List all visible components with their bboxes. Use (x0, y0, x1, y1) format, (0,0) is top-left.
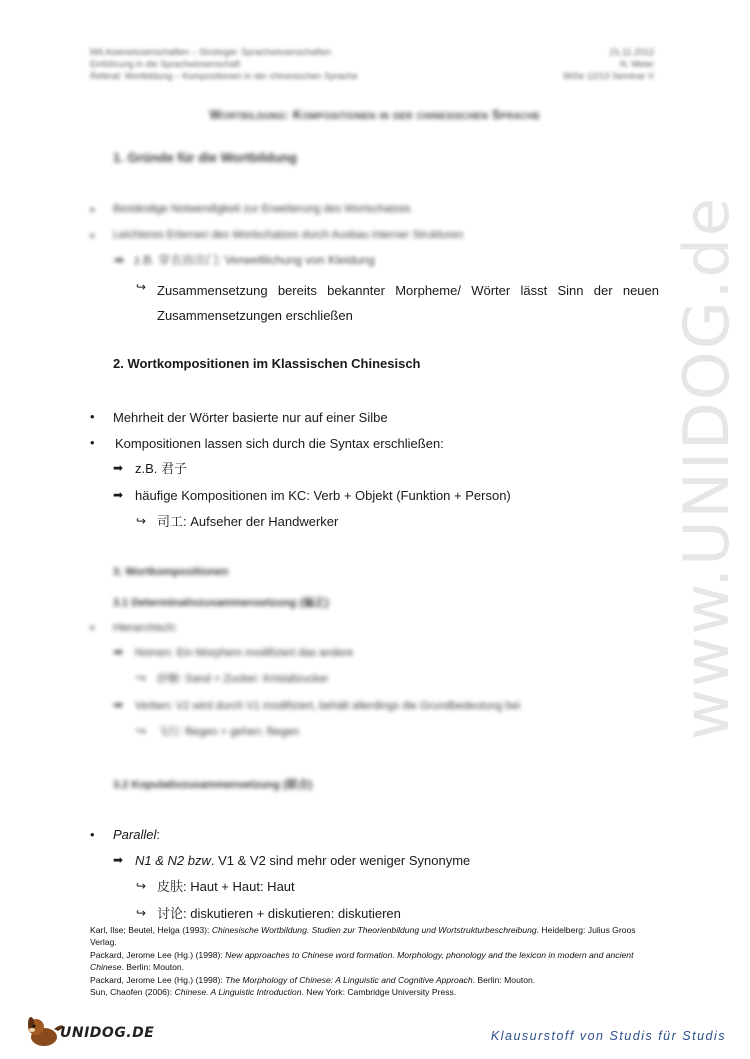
page-header-right (494, 46, 654, 82)
footer-tagline: Klausurstoff von Studis für Studis (490, 1029, 726, 1043)
bullet-icon: • (90, 228, 95, 243)
bullet-icon: • (90, 827, 95, 842)
parallel-label: Parallel (113, 827, 157, 842)
section-3-heading: 3. Wortkompositionen (113, 566, 229, 578)
parallel-bullet (113, 826, 160, 844)
page-header-left (90, 46, 470, 82)
arrow-icon: ➡ (113, 645, 124, 659)
hook-arrow-icon: ↪ (136, 906, 147, 920)
bullet-icon: • (90, 620, 95, 635)
arrow-icon: ➡ (113, 853, 124, 867)
section-1-example: z.B. 穿衣而出门: Verweltlichung von Kleidung (134, 253, 375, 267)
parallel-arrow-italic: N1 & N2 bzw (135, 853, 211, 868)
arrow-icon: ➡ (113, 488, 124, 502)
section-3-1-heading: 3.1 Determinativzusammensetzung (偏正) (113, 597, 329, 609)
section-1-bullet: Beständige Notwendigkeit zur Erweiterung des Wortschatzes (113, 203, 411, 215)
section-3-arrow: Verben: V2 wird durch V1 modifiziert, behält allerdings die Grundbedeutung bei (135, 700, 521, 712)
header-line: Referat: Wortbildung – Kompositionen in der chinesischen Sprache (90, 71, 358, 81)
section-2-hook: 司工: Aufseher der Handwerker (157, 514, 339, 529)
hook-arrow-icon: ↪ (136, 671, 147, 685)
section-2-bullet: Mehrheit der Wörter basierte nur auf einer Silbe (113, 410, 388, 425)
header-author: N. Meier (619, 59, 654, 69)
section-1-heading: 1. Gründe für die Wortbildung (113, 150, 297, 165)
header-line: MA Asienwissenschaften – Sinologie: Sprachwissenschaften (90, 47, 332, 57)
section-3-bullet: Hierarchisch: (113, 622, 178, 634)
document-title: Wortbildung: Kompositionen in der chinesischen Sprache (209, 108, 541, 122)
header-course: WiSe 12/13 Seminar V (562, 71, 654, 81)
parallel-colon: : (156, 827, 160, 842)
section-2-heading: 2. Wortkompositionen im Klassischen Chinesisch (113, 356, 421, 371)
hook-arrow-icon: ↪ (136, 280, 147, 294)
section-2-arrow: z.B. 君子 (135, 461, 188, 476)
reference-entry: Sun, Chaofen (2006): Chinese. A Linguistic Introduction. New York: Cambridge University Press. (90, 987, 457, 998)
parallel-arrow (135, 852, 470, 870)
arrow-icon: ➡ (114, 253, 125, 267)
arrow-icon: ➡ (113, 698, 124, 712)
hook-arrow-icon: ↪ (136, 514, 147, 528)
unidog-logo-text: UNIDOG.DE (60, 1025, 155, 1041)
arrow-icon: ➡ (113, 461, 124, 475)
section-3-hook: 砂糖: Sand + Zucker: Kristallzucker (157, 673, 329, 685)
parallel-hook: 皮肤: Haut + Haut: Haut (157, 879, 295, 894)
hook-arrow-icon: ↪ (136, 724, 147, 738)
hook-arrow-icon: ↪ (136, 879, 147, 893)
section-1-hook-text: Zusammensetzung bereits bekannter Morpheme/ Wörter lässt Sinn der neuen Zusammensetzungen erschließen (157, 283, 659, 323)
header-line: Einführung in die Sprachwissenschaft (90, 59, 241, 69)
reference-entry: Packard, Jerome Lee (Hg.) (1998): New approaches to Chinese word formation. Morphology, phonology and the lexicon in modern and ancient Chinese. Berlin: Mouton. (90, 949, 634, 973)
bullet-icon: • (90, 435, 95, 450)
bullet-icon: • (90, 409, 95, 424)
section-1-bullet: Leichteres Erlernen des Wortschatzes durch Ausbau interner Strukturen (113, 229, 464, 241)
header-date: 21.11.2012 (609, 47, 654, 57)
references (90, 924, 650, 998)
parallel-arrow-rest: . V1 & V2 sind mehr oder weniger Synonyme (210, 853, 471, 868)
section-3-2-heading: 3.2 Kopulativzusammensetzung (联合) (113, 779, 313, 791)
reference-entry: Packard, Jerome Lee (Hg.) (1998): The Morphology of Chinese: A Linguistic and Cognitive Approach. Berlin: Mouton. (90, 974, 536, 985)
watermark: www.UNIDOG.de (670, 196, 743, 740)
section-2-arrow: häufige Kompositionen im KC: Verb + Objekt (Funktion + Person) (135, 488, 511, 503)
reference-entry: Karl, Ilse; Beutel, Helga (1993): Chinesische Wortbildung. Studien zur Theorienbildung und Wortstrukturbeschreibung. Heidelberg: Julius Groos Verlag. (90, 925, 636, 948)
bullet-icon: • (90, 202, 95, 217)
parallel-hook: 讨论: diskutieren + diskutieren: diskutieren (157, 906, 401, 921)
section-2-bullet: Kompositionen lassen sich durch die Syntax erschließen: (115, 436, 444, 451)
section-3-arrow: Nomen: Ein Morphem modifiziert das andere (135, 647, 354, 659)
section-3-hook: 飞行: fliegen + gehen: fliegen (157, 726, 300, 738)
